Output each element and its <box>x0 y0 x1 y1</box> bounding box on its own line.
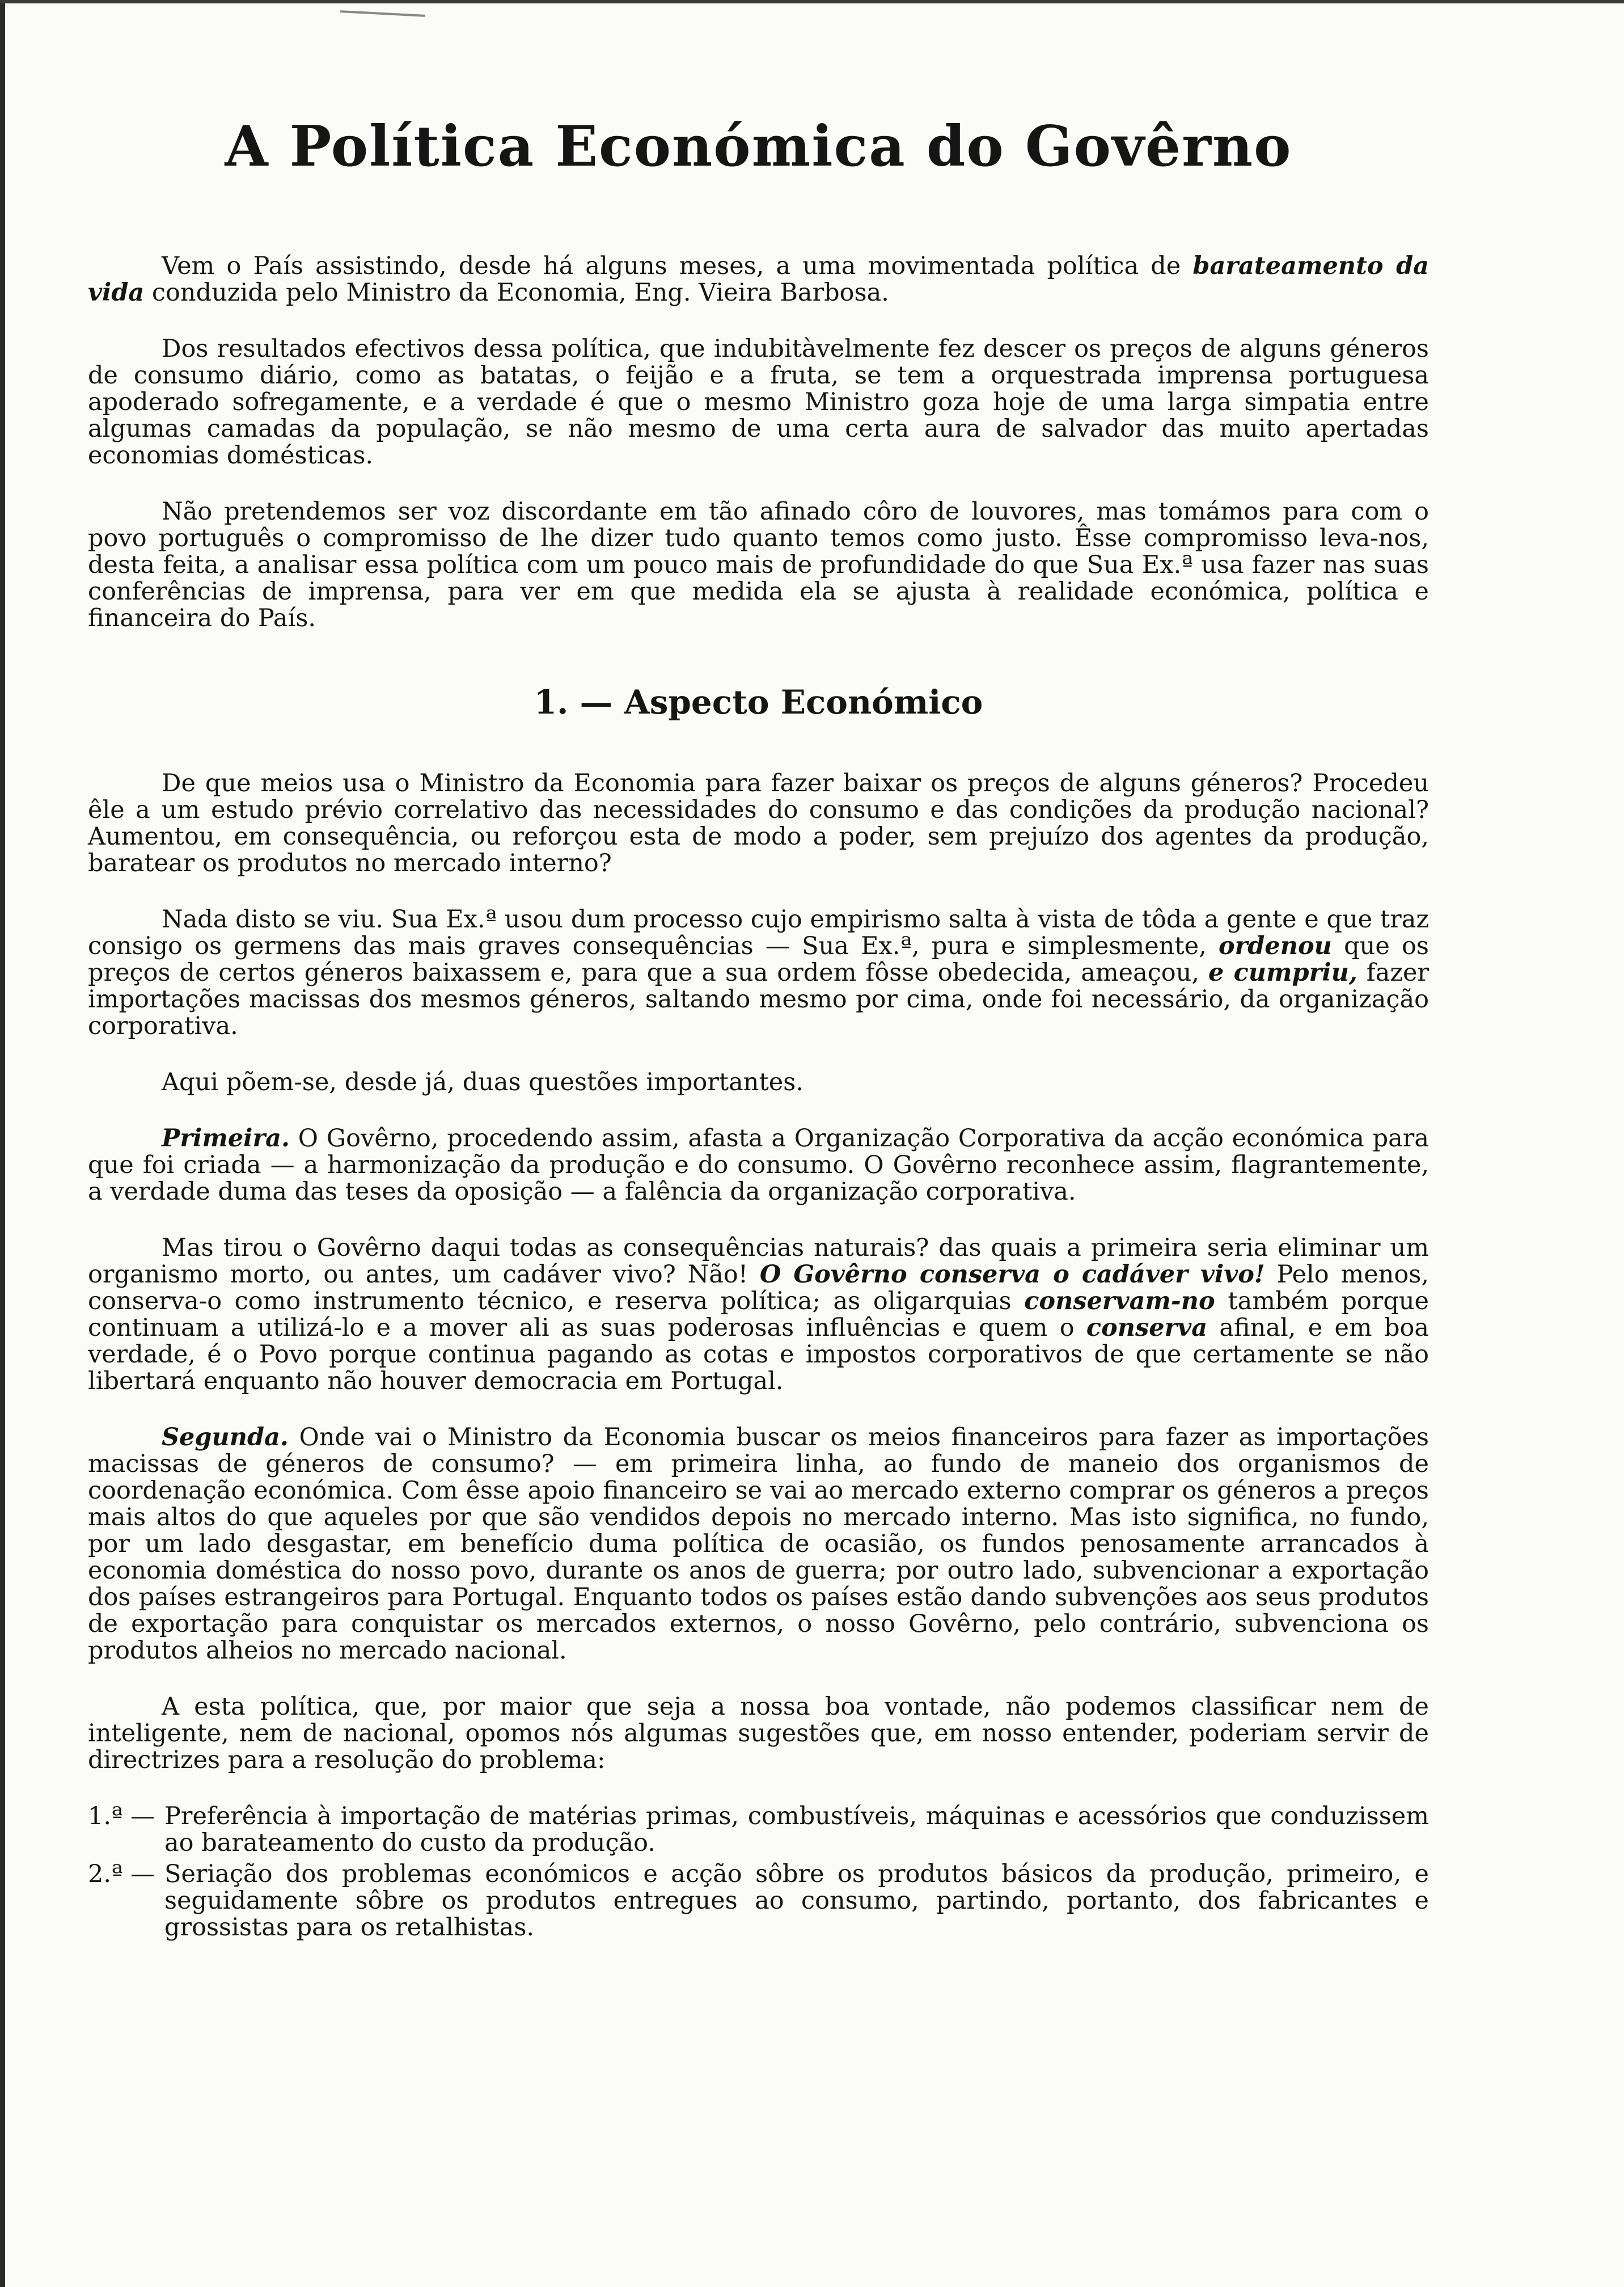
emphasis: conserva <box>1086 1314 1208 1343</box>
section-paragraph-4 <box>88 1125 1429 1205</box>
list-item <box>88 1861 1429 1941</box>
list-text: Seriação dos problemas económicos e acção sôbre os produtos básicos da produção, primeiro, e seguidamente sôbre os produtos entregues ao consumo, partindo, portanto, dos fabricantes e grossistas para os retalhistas. <box>164 1860 1429 1942</box>
list-dash: — <box>130 1802 155 1831</box>
article-title: A Política Económica do Govêrno <box>225 114 1292 179</box>
intro-paragraph-1 <box>88 253 1429 306</box>
section-paragraph-1: De que meios usa o Ministro da Economia para fazer baixar os preços de alguns géneros? Procedeu êle a um estudo prévio correlativo das necessidades do consumo e das condições da produção nacional? Aumentou, em consequência, ou reforçou esta de modo a poder, sem prejuízo dos agentes da produção, baratear os produtos no mercado interno? <box>88 769 1429 878</box>
intro-paragraph-3: Não pretendemos ser voz discordante em tão afinado côro de louvores, mas tomámos para com o povo português o compromisso de lhe dizer tudo quanto temos como justo. Êsse compromisso leva-nos, desta feita, a analisar essa política com um pouco mais de profundidade do que Sua Ex.ª usa fazer nas suas conferências de imprensa, para ver em que medida ela se ajusta à realidade económica, política e financeira do País. <box>88 497 1429 632</box>
paragraph-text: Pelo menos, conserva-o como instrumento técnico, e reserva política; as oligarquias <box>88 1260 1429 1316</box>
emphasis: O Govêrno conserva o cadáver vivo! <box>759 1260 1265 1289</box>
emphasis: conservam-no <box>1024 1287 1215 1316</box>
section-paragraph-2 <box>88 906 1429 1040</box>
page-top-edge <box>0 0 1624 3</box>
paragraph-lead: Segunda. <box>162 1423 289 1452</box>
section-heading <box>88 683 1429 723</box>
scan-smudge <box>340 10 425 17</box>
section-paragraph-3: Aqui põem-se, desde já, duas questões importantes. <box>162 1068 803 1097</box>
section-number: 1. — <box>534 682 613 721</box>
section-title: Aspecto Económico <box>624 682 983 721</box>
list-number: 1.ª <box>88 1802 123 1831</box>
paragraph-text: Nada disto se viu. Sua Ex.ª usou dum processo cujo empirismo salta à vista de tôda a gente e que traz consigo os germens das mais graves consequências — Sua Ex.ª, pura e simplesmente, <box>88 905 1429 961</box>
article <box>88 113 1429 1941</box>
page-edge-shadow <box>0 0 5 2287</box>
section-paragraph-5 <box>88 1235 1429 1395</box>
list-dash: — <box>130 1860 155 1889</box>
intro-text: Vem o País assistindo, desde há alguns meses, a uma movimentada política de <box>162 251 1193 280</box>
list-number: 2.ª <box>88 1860 123 1889</box>
emphasis: barateamento da vida <box>88 251 1430 307</box>
paragraph-text: Mas tirou o Govêrno daqui todas as consequências naturais? das quais a primeira seria eliminar um organismo morto, ou antes, um cadáver vivo? Não! <box>88 1234 1429 1289</box>
intro-text: conduzida pelo Ministro da Economia, Eng. Vieira Barbosa. <box>144 278 889 307</box>
paragraph-text: afinal, e em boa verdade, é o Povo porque continua pagando as cotas e impostos corporativos de que certamente se não libertará enquanto não houver democracia em Portugal. <box>88 1314 1429 1396</box>
list-text: Preferência à importação de matérias primas, combustíveis, máquinas e acessórios que conduzissem ao barateamento do custo da produção. <box>164 1802 1429 1858</box>
emphasis: ordenou <box>1218 932 1332 961</box>
suggestions-list <box>88 1803 1429 1941</box>
list-item <box>88 1803 1429 1856</box>
paragraph-text: fazer importações macissas dos mesmos géneros, saltando mesmo por cima, onde foi necessário, da organização corporativa. <box>88 959 1429 1041</box>
emphasis: e cumpriu, <box>1208 959 1357 988</box>
paragraph-text: O Govêrno, procedendo assim, afasta a Organização Corporativa da acção económica para que foi criada — a harmonização da produção e do consumo. O Govêrno reconhece assim, flagrantemente, a verdade duma das teses da oposição — a falência da organização corporativa. <box>88 1124 1429 1206</box>
paragraph-lead: Primeira. <box>162 1124 290 1153</box>
section-paragraph-7: A esta política, que, por maior que seja a nossa boa vontade, não podemos classificar nem de inteligente, nem de nacional, opomos nós algumas sugestões que, em nosso entender, poderiam servir de directrizes para a resolução do problema: <box>88 1693 1429 1775</box>
paragraph-text: que os preços de certos géneros baixassem e, para que a sua ordem fôsse obedecida, ameaçou, <box>88 932 1429 988</box>
paragraph-text: Onde vai o Ministro da Economia buscar os meios financeiros para fazer as importações macissas de géneros de consumo? — em primeira linha, ao fundo de maneio dos organismos de coordenação económica. Com êsse apoio financeiro se vai ao mercado externo comprar os géneros a preços mais altos do que aqueles por que são vendidos depois no mercado interno. Mas isto significa, no fundo, por um lado desgastar, em benefício duma política de ocasião, os fundos penosamente arrancados à economia doméstica do nosso povo, durante os anos de guerra; por outro lado, subvencionar a exportação dos países estrangeiros para Portugal. Enquanto todos os países estão dando subvenções aos seus produtos de exportação para conquistar os mercados externos, o nosso Govêrno, pelo contrário, subvenciona os produtos alheios no mercado nacional. <box>88 1423 1429 1665</box>
intro-paragraph-2: Dos resultados efectivos dessa política, que indubitàvelmente fez descer os preços de alguns géneros de consumo diário, como as batatas, o feijão e a fruta, se tem a orquestrada imprensa portuguesa apoderado sofregamente, e a verdade é que o mesmo Ministro goza hoje de uma larga simpatia entre algumas camadas da população, se não mesmo de uma certa aura de salvador das muito apertadas economias domésticas. <box>88 334 1429 470</box>
section-paragraph-6 <box>88 1424 1429 1664</box>
paragraph-text: também porque continuam a utilizá-lo e a mover ali as suas poderosas influências e quem o <box>88 1287 1429 1343</box>
